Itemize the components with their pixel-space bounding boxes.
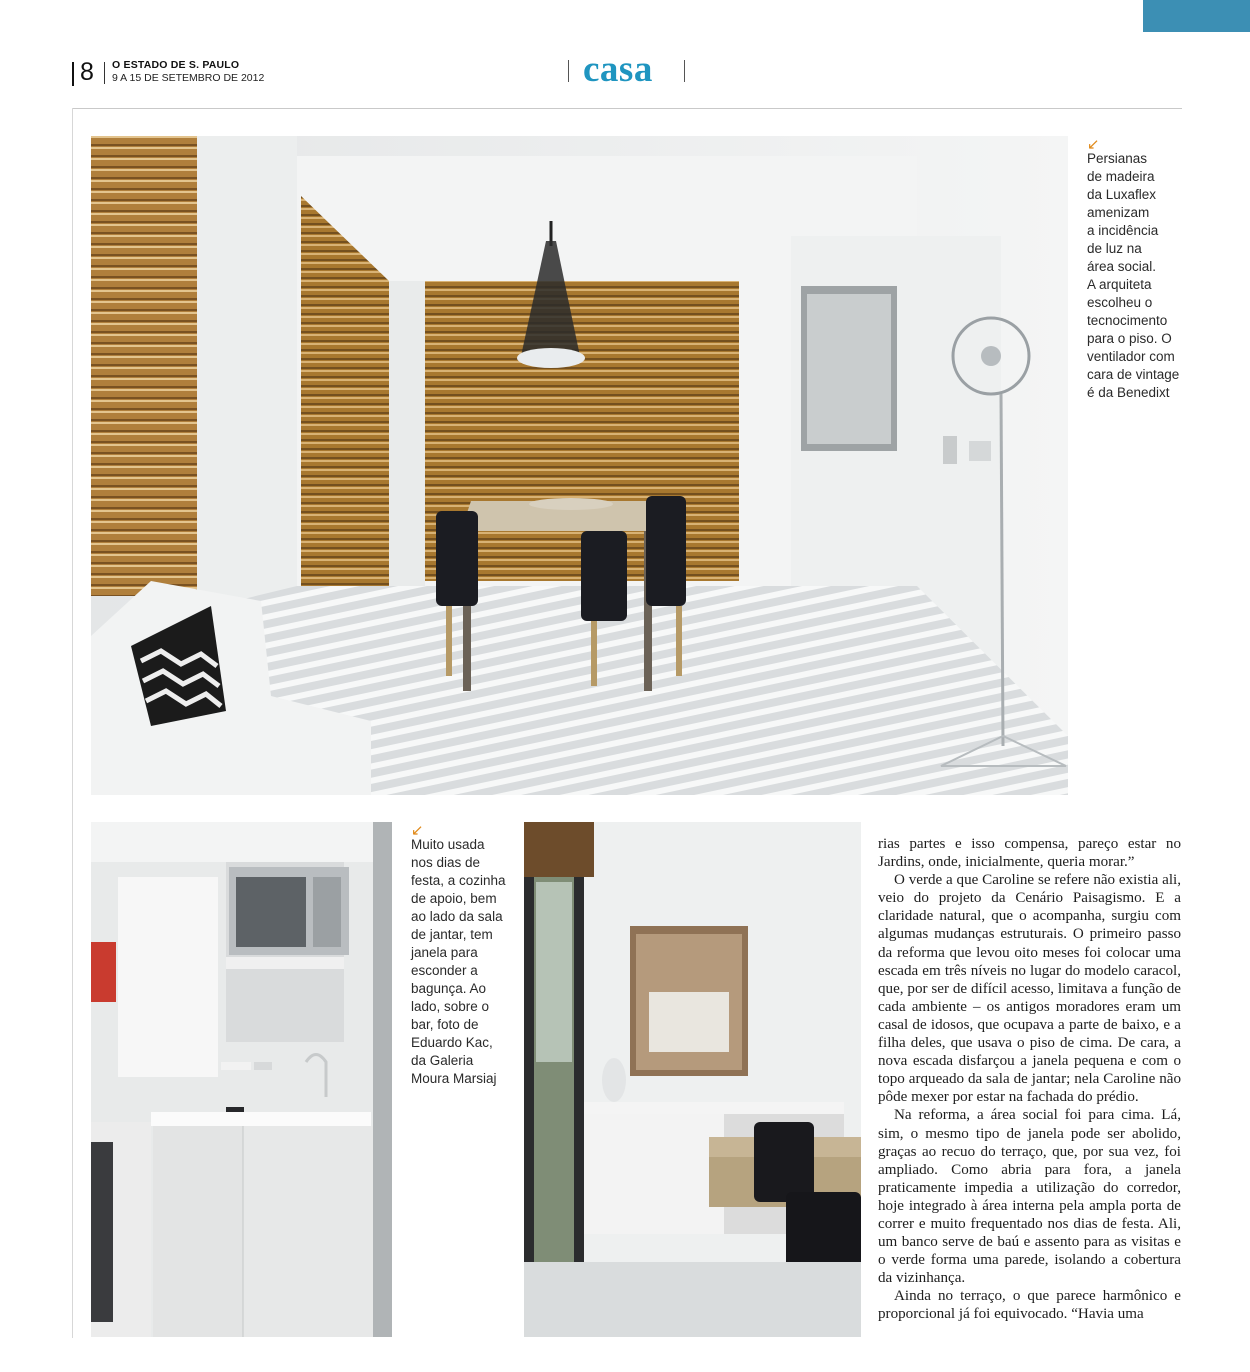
dining-room-photo — [91, 136, 1068, 795]
caption-arrow-icon: ↙ — [1087, 135, 1100, 153]
section-title: casa — [583, 49, 653, 90]
corner-tab — [1143, 0, 1250, 32]
bar-photo — [524, 822, 861, 1337]
newspaper-name: O ESTADO DE S. PAULO — [112, 59, 240, 71]
section-bar-right — [684, 60, 685, 82]
article-paragraph: Ainda no terraço, o que parece harmônico e proporcional já foi equivocado. “Havia uma — [878, 1288, 1181, 1323]
kitchen-photo — [91, 822, 392, 1337]
article-paragraph: rias partes e isso compensa, pareço estar no Jardins, onde, inicialmente, queria morar.” — [878, 836, 1181, 871]
caption-dining-room: Persianas de madeira da Luxaflex amenizam a incidência de luz na área social. A arquiteta escolheu o tecnocimento para o piso. O ventilador com cara de vintage é da Benedixt — [1087, 151, 1180, 400]
header-left-rule — [72, 62, 74, 86]
article-paragraph: Na reforma, a área social foi para cima. Lá, sim, o mesmo tipo de janela pode ser abolido, graças ao recuo do terraço, que, por sua vez, foi ampliado. Como abria para fora, a janela praticamente impedia a utilização do corredor, hoje integrado à área interna pela ampla porta de correr e muito frequentado nos dias de festa. Ali, um banco serve de baú e assento para as visitas e o verde forma uma parede, isolando a cobertura da vizinhança. — [878, 1107, 1181, 1287]
caption-kitchen: Muito usada nos dias de festa, a cozinha de apoio, bem ao lado da sala de jantar, tem janela para esconder a bagunça. Ao lado, sobre o bar, foto de Eduardo Kac, da Galeria Moura Marsiaj — [411, 837, 506, 1086]
caption-arrow-icon: ↙ — [411, 821, 424, 839]
issue-date: 9 A 15 DE SETEMBRO DE 2012 — [112, 72, 265, 84]
article-paragraph: O verde a que Caroline se refere não existia ali, veio do projeto da Cenário Paisagismo. E a claridade natural, que o acompanha, surgiu com algumas mudanças estruturais. O primeiro passo da reforma que levou oito meses foi colocar uma escada em três níveis no lugar do modelo caracol, que, por ser de difícil acesso, limitava a função de cada ambiente – os antigos moradores eram um casal de idosos, que ocupava a parte de baixo, e a filha deles, que usava o piso de cima. De cara, a nova escada disfarçou a janela pequena e com o topo arqueado da sala de jantar; nela Caroline não pôde mexer por estar na fachada do prédio. — [878, 872, 1181, 1106]
left-margin-rule — [72, 108, 73, 1338]
article-text — [878, 835, 1181, 1324]
header-rule — [72, 108, 1182, 109]
header-separator — [104, 62, 105, 84]
section-bar-left — [568, 60, 569, 82]
page-number: 8 — [80, 58, 94, 86]
